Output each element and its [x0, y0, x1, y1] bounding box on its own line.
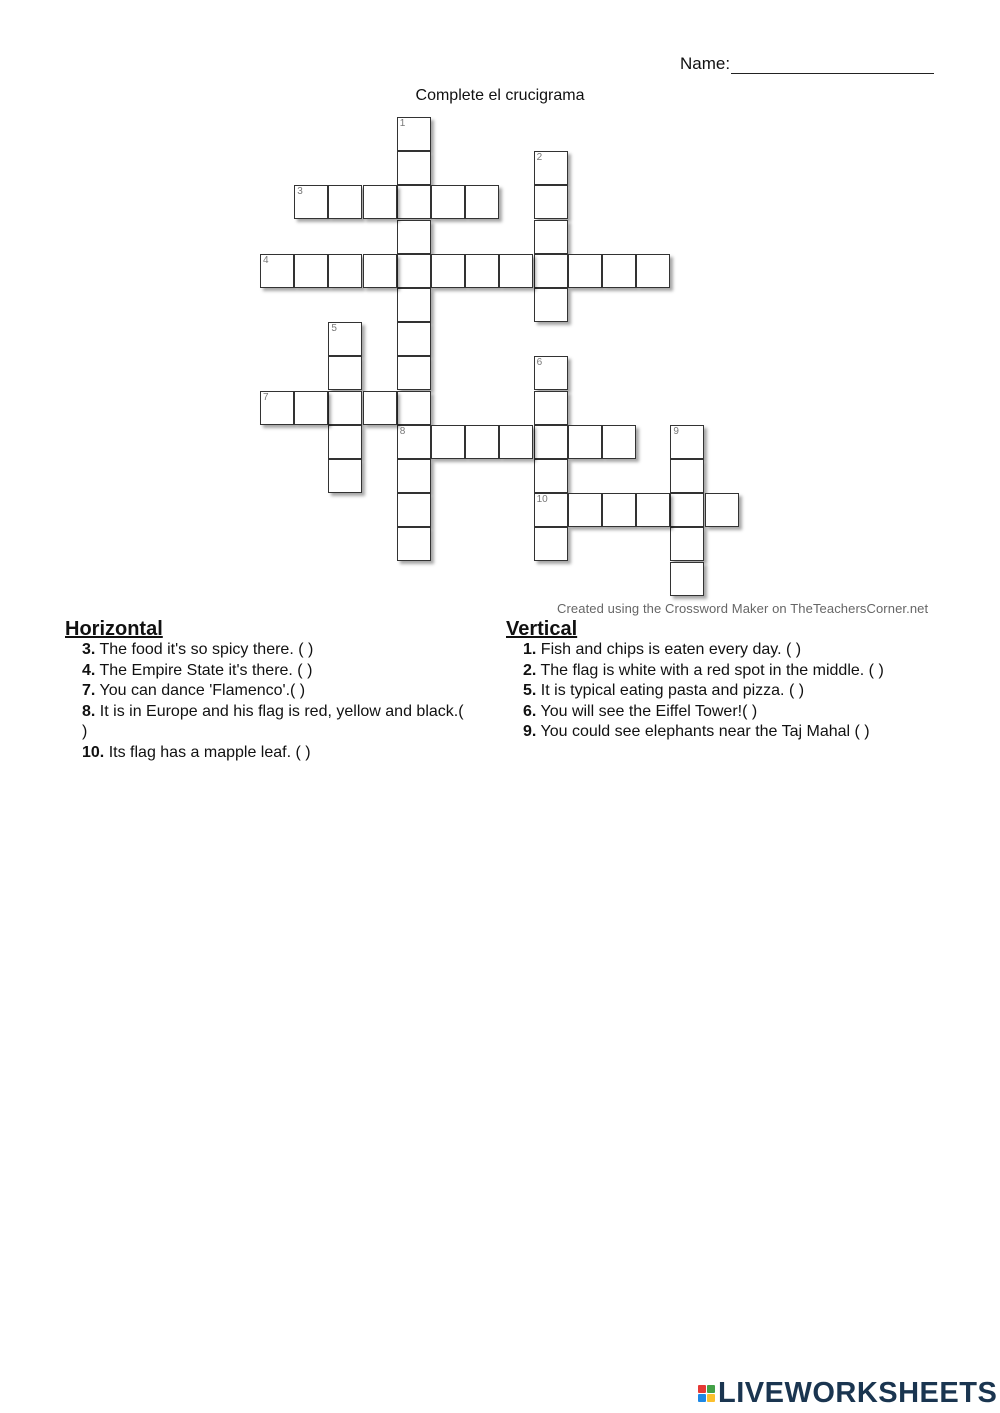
clue-v-5: 5. It is typical eating pasta and pizza. ( ) [523, 682, 805, 699]
crossword-cell[interactable] [328, 391, 362, 425]
crossword-cell[interactable] [328, 425, 362, 459]
crossword-cell[interactable] [397, 425, 431, 459]
crossword-cell[interactable] [465, 254, 499, 288]
cell-number: 5 [331, 323, 337, 335]
crossword-cell[interactable] [534, 459, 568, 493]
crossword-cell[interactable] [431, 185, 465, 219]
page-title: Complete el crucigrama [415, 87, 585, 104]
crossword-cell[interactable] [568, 425, 602, 459]
crossword-cell[interactable] [397, 288, 431, 322]
crossword-cell[interactable] [670, 562, 704, 596]
crossword-cell[interactable] [534, 425, 568, 459]
liveworksheets-logo [698, 1378, 997, 1408]
cell-number: 1 [399, 118, 406, 129]
clue-v-9: 9. You could see elephants near the Taj Mahal ( ) [523, 723, 870, 740]
crossword-cell[interactable] [294, 185, 328, 219]
credit-text: Created using the Crossword Maker on TheTeachersCorner.net [557, 601, 929, 616]
crossword-cell[interactable] [294, 391, 328, 425]
crossword-cell[interactable] [397, 527, 431, 561]
crossword-cell[interactable] [705, 493, 739, 527]
crossword-cell[interactable] [328, 322, 362, 356]
vertical-clues [506, 618, 946, 743]
vertical-heading: Vertical [506, 618, 578, 640]
cell-number: 8 [399, 425, 406, 437]
crossword-cell[interactable] [670, 527, 704, 561]
crossword-cell[interactable] [397, 151, 431, 185]
crossword-cell[interactable] [397, 459, 431, 493]
crossword-cell[interactable] [260, 391, 294, 425]
crossword-cell[interactable] [534, 288, 568, 322]
crossword-cell[interactable] [534, 356, 568, 390]
crossword-cell[interactable] [568, 254, 602, 288]
crossword-cell[interactable] [363, 254, 397, 288]
crossword-cell[interactable] [431, 425, 465, 459]
clue-v-1: 1. Fish and chips is eaten every day. ( ) [523, 641, 802, 658]
crossword-cell[interactable] [499, 254, 533, 288]
crossword-cell[interactable] [670, 493, 704, 527]
clue-h-10: 10. Its flag has a mapple leaf. ( ) [82, 743, 311, 761]
crossword-cell[interactable] [534, 391, 568, 425]
crossword-cell[interactable] [568, 493, 602, 527]
liveworksheets-icon [698, 1385, 715, 1402]
cell-number: 2 [536, 152, 543, 164]
crossword-cell[interactable] [328, 459, 362, 493]
crossword-cell[interactable] [397, 185, 431, 219]
clue-h-7: 7. You can dance 'Flamenco'.( ) [82, 682, 306, 699]
crossword-cell[interactable] [397, 220, 431, 254]
crossword-cell[interactable] [602, 425, 636, 459]
crossword-cell[interactable] [328, 254, 362, 288]
crossword-cell[interactable] [534, 527, 568, 561]
clue-h-4: 4. The Empire State it's there. ( ) [82, 661, 313, 679]
crossword-cell[interactable] [363, 185, 397, 219]
crossword-cell[interactable] [465, 185, 499, 219]
name-label: Name: [680, 54, 731, 73]
clue-h-3: 3. The food it's so spicy there. ( ) [82, 641, 314, 658]
crossword-cell[interactable] [328, 356, 362, 390]
crossword-cell[interactable] [397, 254, 431, 288]
crossword-cell[interactable] [397, 322, 431, 356]
clue-v-2: 2. The flag is white with a red spot in the middle. ( ) [523, 661, 884, 679]
crossword-cell[interactable] [328, 185, 362, 219]
crossword-cell[interactable] [602, 254, 636, 288]
cell-number: 4 [263, 254, 269, 266]
crossword-grid [0, 0, 1000, 600]
crossword-cell[interactable] [363, 391, 397, 425]
cell-number: 3 [297, 186, 303, 198]
crossword-cell[interactable] [397, 356, 431, 390]
crossword-cell[interactable] [670, 459, 704, 493]
clue-h-8: 8. It is in Europe and his flag is red, yellow and black.( ) [82, 702, 464, 740]
crossword-cell[interactable] [534, 220, 568, 254]
crossword-cell[interactable] [534, 151, 568, 185]
cell-number: 9 [673, 425, 679, 437]
crossword-cell[interactable] [431, 254, 465, 288]
crossword-cell[interactable] [397, 493, 431, 527]
crossword-cell[interactable] [636, 254, 670, 288]
cell-number: 7 [263, 391, 269, 403]
logo-text: LIVEWORKSHEETS [718, 1377, 998, 1409]
crossword-cell[interactable] [670, 425, 704, 459]
crossword-cell[interactable] [602, 493, 636, 527]
clue-v-6: 6. You will see the Eiffel Tower!( ) [523, 702, 758, 720]
horizontal-clues [65, 618, 465, 763]
crossword-cell[interactable] [397, 117, 431, 151]
crossword-cell[interactable] [636, 493, 670, 527]
cell-number: 6 [536, 357, 543, 369]
crossword-cell[interactable] [465, 425, 499, 459]
cell-number: 10 [536, 494, 548, 506]
crossword-cell[interactable] [499, 425, 533, 459]
crossword-cell[interactable] [294, 254, 328, 288]
crossword-cell[interactable] [534, 185, 568, 219]
crossword-cell[interactable] [397, 391, 431, 425]
crossword-cell[interactable] [534, 254, 568, 288]
crossword-cell[interactable] [534, 493, 568, 527]
crossword-cell[interactable] [260, 254, 294, 288]
horizontal-heading: Horizontal [65, 618, 163, 640]
